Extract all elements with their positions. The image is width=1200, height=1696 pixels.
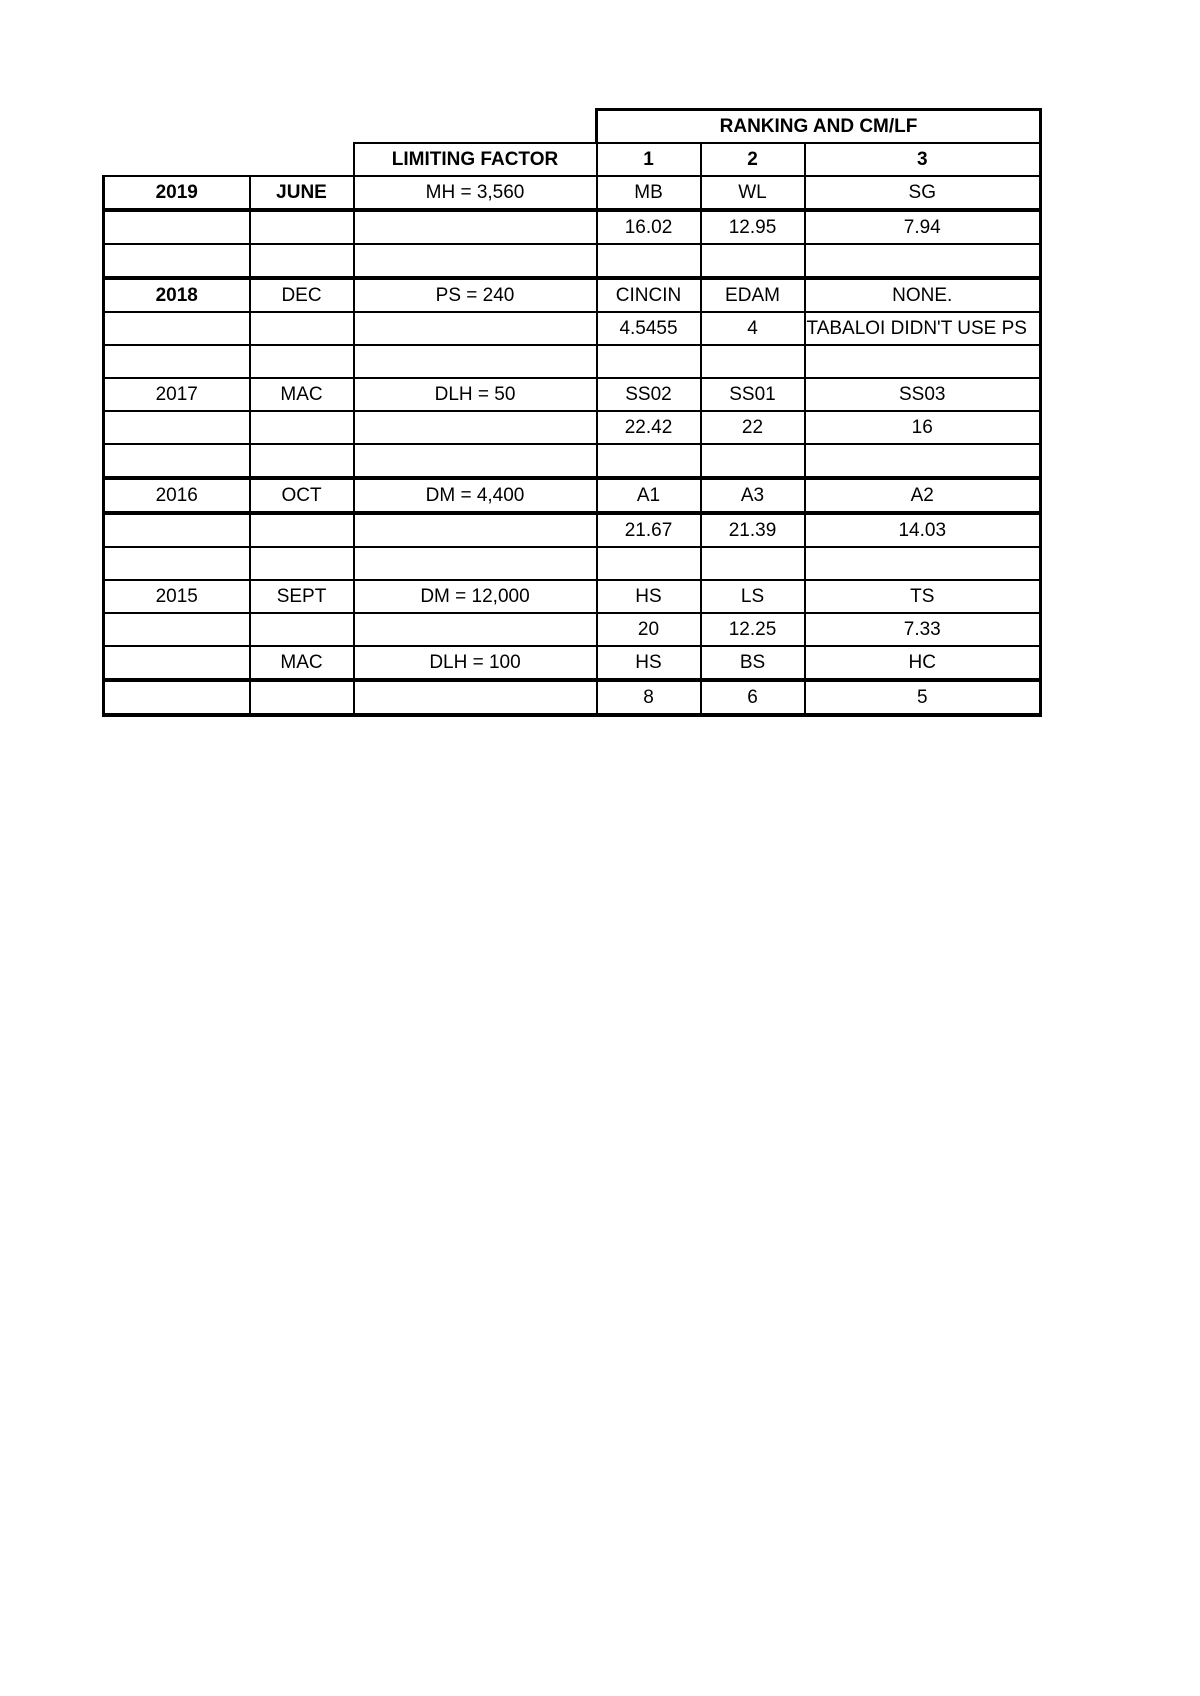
ranking-title: RANKING AND CM/LF xyxy=(597,110,1041,144)
month-cell xyxy=(250,411,354,444)
rank-2-cell: A3 xyxy=(701,478,805,513)
year-cell: 2015 xyxy=(104,580,250,613)
rank-2-cell: 21.39 xyxy=(701,513,805,547)
rank-3-header: 3 xyxy=(805,143,1041,176)
table-row xyxy=(104,345,1041,378)
year-cell xyxy=(104,646,250,680)
rank-3-cell xyxy=(805,547,1041,580)
rank-3-cell xyxy=(805,444,1041,478)
table-row xyxy=(104,513,1041,547)
year-cell xyxy=(104,444,250,478)
rank-2-cell xyxy=(701,547,805,580)
factor-cell xyxy=(354,680,597,715)
factor-cell: MH = 3,560 xyxy=(354,176,597,210)
rank-2-header: 2 xyxy=(701,143,805,176)
month-cell xyxy=(250,244,354,278)
rank-2-cell xyxy=(701,244,805,278)
rank-1-cell: 4.5455 xyxy=(597,312,701,345)
table-row xyxy=(104,244,1041,278)
rank-3-cell: 14.03 xyxy=(805,513,1041,547)
rank-1-cell: 20 xyxy=(597,613,701,646)
month-cell xyxy=(250,345,354,378)
rank-3-cell: TS xyxy=(805,580,1041,613)
month-cell xyxy=(250,613,354,646)
rank-1-cell xyxy=(597,345,701,378)
year-cell: 2016 xyxy=(104,478,250,513)
rank-3-cell: TABALOI DIDN'T USE PS xyxy=(805,312,1041,345)
header-row-columns xyxy=(104,143,1041,176)
year-cell: 2019 xyxy=(104,176,250,210)
rank-2-cell: EDAM xyxy=(701,278,805,312)
table-row xyxy=(104,312,1041,345)
rank-2-cell xyxy=(701,444,805,478)
factor-cell xyxy=(354,345,597,378)
year-cell xyxy=(104,244,250,278)
year-cell: 2018 xyxy=(104,278,250,312)
limiting-factor-table xyxy=(102,108,1042,717)
rank-1-cell xyxy=(597,444,701,478)
month-cell xyxy=(250,547,354,580)
table-row xyxy=(104,478,1041,513)
table-row xyxy=(104,444,1041,478)
factor-cell: DM = 12,000 xyxy=(354,580,597,613)
rank-3-cell xyxy=(805,345,1041,378)
rank-3-cell: NONE. xyxy=(805,278,1041,312)
rank-2-cell: 6 xyxy=(701,680,805,715)
month-cell xyxy=(250,444,354,478)
rank-3-cell: SS03 xyxy=(805,378,1041,411)
factor-cell xyxy=(354,411,597,444)
factor-cell xyxy=(354,444,597,478)
rank-1-header: 1 xyxy=(597,143,701,176)
rank-3-cell: 7.33 xyxy=(805,613,1041,646)
table-row xyxy=(104,411,1041,444)
year-cell xyxy=(104,680,250,715)
rank-2-cell: BS xyxy=(701,646,805,680)
table-row xyxy=(104,378,1041,411)
rank-1-cell: 8 xyxy=(597,680,701,715)
year-cell xyxy=(104,613,250,646)
rank-1-cell: 16.02 xyxy=(597,210,701,244)
rank-1-cell: 22.42 xyxy=(597,411,701,444)
month-cell xyxy=(250,513,354,547)
rank-1-cell: 21.67 xyxy=(597,513,701,547)
month-cell: MAC xyxy=(250,378,354,411)
month-cell xyxy=(250,312,354,345)
month-cell: JUNE xyxy=(250,176,354,210)
year-cell: 2017 xyxy=(104,378,250,411)
table-row xyxy=(104,580,1041,613)
factor-cell xyxy=(354,613,597,646)
rank-2-cell: 22 xyxy=(701,411,805,444)
table-row xyxy=(104,278,1041,312)
rank-1-cell: SS02 xyxy=(597,378,701,411)
year-cell xyxy=(104,547,250,580)
rank-2-cell: 4 xyxy=(701,312,805,345)
month-cell: SEPT xyxy=(250,580,354,613)
factor-cell: DLH = 100 xyxy=(354,646,597,680)
table-row xyxy=(104,680,1041,715)
year-cell xyxy=(104,312,250,345)
rank-1-cell: HS xyxy=(597,580,701,613)
rank-1-cell xyxy=(597,547,701,580)
factor-cell xyxy=(354,513,597,547)
factor-cell xyxy=(354,244,597,278)
factor-cell xyxy=(354,210,597,244)
limiting-factor-header: LIMITING FACTOR xyxy=(354,143,597,176)
month-cell xyxy=(250,680,354,715)
rank-3-cell: A2 xyxy=(805,478,1041,513)
rank-3-cell: HC xyxy=(805,646,1041,680)
table-row xyxy=(104,613,1041,646)
year-cell xyxy=(104,411,250,444)
month-cell xyxy=(250,210,354,244)
factor-cell: PS = 240 xyxy=(354,278,597,312)
rank-2-cell: 12.25 xyxy=(701,613,805,646)
table-row xyxy=(104,547,1041,580)
rank-3-cell: SG xyxy=(805,176,1041,210)
rank-2-cell: WL xyxy=(701,176,805,210)
rank-1-cell xyxy=(597,244,701,278)
year-cell xyxy=(104,345,250,378)
factor-cell: DLH = 50 xyxy=(354,378,597,411)
table-row xyxy=(104,646,1041,680)
year-cell xyxy=(104,513,250,547)
rank-2-cell: LS xyxy=(701,580,805,613)
rank-3-cell: 5 xyxy=(805,680,1041,715)
month-cell: DEC xyxy=(250,278,354,312)
rank-3-cell: 16 xyxy=(805,411,1041,444)
table-row xyxy=(104,210,1041,244)
rank-1-cell: CINCIN xyxy=(597,278,701,312)
table-row xyxy=(104,176,1041,210)
rank-3-cell xyxy=(805,244,1041,278)
rank-3-cell: 7.94 xyxy=(805,210,1041,244)
factor-cell xyxy=(354,547,597,580)
factor-cell xyxy=(354,312,597,345)
month-cell: OCT xyxy=(250,478,354,513)
month-cell: MAC xyxy=(250,646,354,680)
rank-2-cell xyxy=(701,345,805,378)
header-row-ranking xyxy=(104,110,1041,144)
rank-1-cell: A1 xyxy=(597,478,701,513)
rank-1-cell: MB xyxy=(597,176,701,210)
rank-2-cell: SS01 xyxy=(701,378,805,411)
rank-1-cell: HS xyxy=(597,646,701,680)
year-cell xyxy=(104,210,250,244)
factor-cell: DM = 4,400 xyxy=(354,478,597,513)
rank-2-cell: 12.95 xyxy=(701,210,805,244)
